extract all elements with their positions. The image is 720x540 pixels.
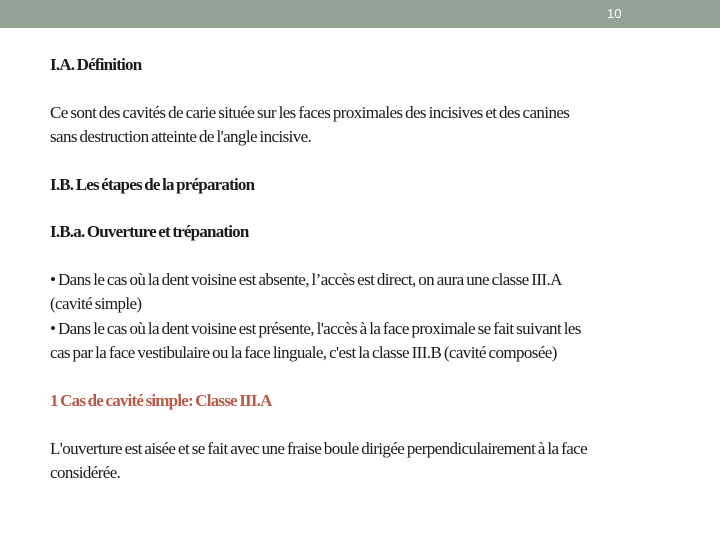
definition-text-line: sans destruction atteinte de l'angle incisive. [50, 127, 312, 146]
definition-heading: I.A. Définition [50, 55, 142, 74]
bullet-text-line: • Dans le cas où la dent voisine est présente, l'accès à la face proximale se fait suivant les [50, 319, 581, 338]
case-heading: 1 Cas de cavité simple: Classe III.A [50, 391, 272, 410]
bullet-text-line: • Dans le cas où la dent voisine est absente, l’accès est direct, on aura une classe III.A [50, 270, 562, 289]
case-text-line: L'ouverture est aisée et se fait avec une fraise boule dirigée perpendiculairement à la face [50, 439, 588, 458]
page-number: 10 [607, 6, 622, 21]
slide-header-bar [0, 0, 720, 28]
opening-heading: I.B.a. Ouverture et trépanation [50, 222, 249, 241]
steps-heading: I.B. Les étapes de la préparation [50, 175, 255, 194]
bullet-text-line: cas par la face vestibulaire ou la face linguale, c'est la classe III.B (cavité composée) [50, 343, 557, 362]
bullet-text-line: (cavité simple) [50, 294, 142, 313]
definition-text-line: Ce sont des cavités de carie située sur les faces proximales des incisives et des canines [50, 103, 570, 122]
case-text-line: considérée. [50, 463, 121, 482]
